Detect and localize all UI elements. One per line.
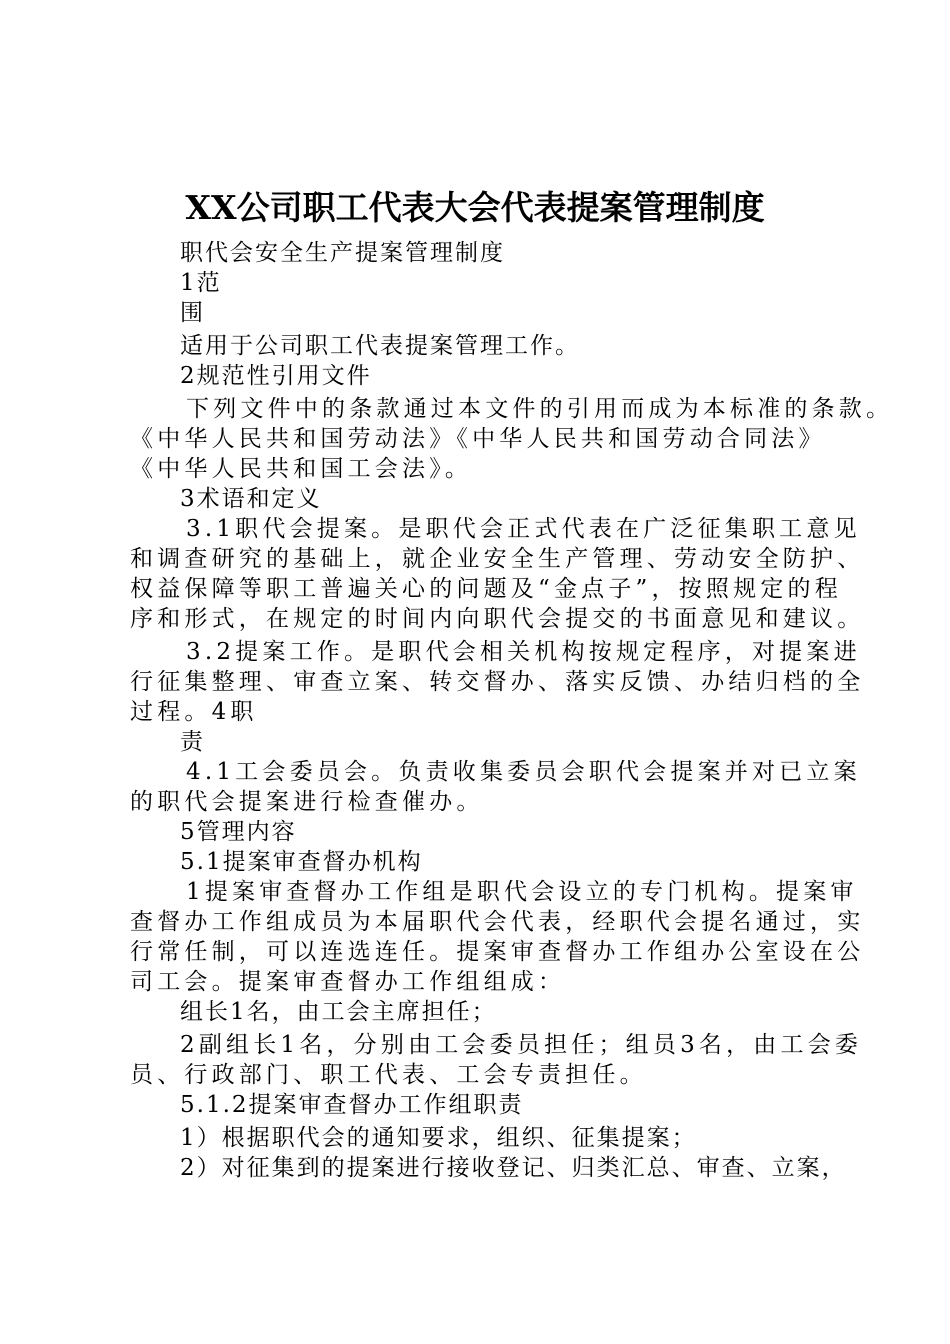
section-heading: 5.1提案审查督办机构 bbox=[180, 849, 423, 875]
paragraph-line: 3.2提案工作。是职代会相关机构按规定程序，对提案进 bbox=[186, 639, 861, 665]
paragraph-line: 下列文件中的条款通过本文件的引用而成为本标准的条款。 bbox=[186, 396, 894, 422]
paragraph-line: 《中华人民共和国工会法》。 bbox=[130, 456, 473, 482]
paragraph-line: 2）对征集到的提案进行接收登记、归类汇总、审查、立案， bbox=[180, 1155, 847, 1181]
section-heading: 责 bbox=[180, 729, 205, 755]
section-heading: 5.1.2提案审查督办工作组职责 bbox=[180, 1092, 524, 1118]
paragraph-line: 和调查研究的基础上，就企业安全生产管理、劳动安全防护、 bbox=[130, 546, 865, 572]
paragraph-line: 行征集整理、审查立案、转交督办、落实反馈、办结归档的全 bbox=[130, 669, 865, 695]
document-title: XX公司职工代表大会代表提案管理制度 bbox=[185, 188, 765, 227]
paragraph-line: 的职代会提案进行检查催办。 bbox=[130, 789, 484, 815]
paragraph-line: 1）根据职代会的通知要求，组织、征集提案； bbox=[180, 1125, 697, 1151]
paragraph-line: 过程。4职 bbox=[130, 699, 258, 725]
paragraph-line: 权益保障等职工普遍关心的问题及“金点子”，按照规定的程 bbox=[130, 576, 842, 602]
paragraph-line: 3.1职代会提案。是职代会正式代表在广泛征集职工意见 bbox=[186, 516, 861, 542]
paragraph-line: 员、行政部门、职工代表、工会专责担任。 bbox=[130, 1062, 647, 1088]
paragraph-line: 1提案审查督办工作组是职代会设立的专门机构。提案审 bbox=[186, 879, 858, 905]
section-heading: 5管理内容 bbox=[180, 819, 297, 845]
paragraph-line: 组长1名，由工会主席担任； bbox=[180, 999, 497, 1025]
section-heading: 2规范性引用文件 bbox=[180, 363, 372, 389]
subtitle-line: 职代会安全生产提案管理制度 bbox=[180, 240, 505, 266]
section-heading: 3术语和定义 bbox=[180, 486, 322, 512]
paragraph-line: 《中华人民共和国劳动法》《中华人民共和国劳动合同法》 bbox=[130, 426, 826, 452]
paragraph-line: 4.1工会委员会。负责收集委员会职代会提案并对已立案 bbox=[186, 759, 861, 785]
section-heading: 围 bbox=[180, 300, 205, 326]
section-heading: 1范 bbox=[180, 270, 222, 296]
paragraph-line: 序和形式，在规定的时间内向职代会提交的书面意见和建议。 bbox=[130, 606, 865, 632]
paragraph-line: 司工会。提案审查督办工作组组成： bbox=[130, 969, 566, 995]
paragraph-line: 行常任制，可以连选连任。提案审查督办工作组办公室设在公 bbox=[130, 939, 865, 965]
paragraph-line: 查督办工作组成员为本届职代会代表，经职代会提名通过，实 bbox=[130, 909, 865, 935]
paragraph-line: 适用于公司职工代表提案管理工作。 bbox=[180, 333, 580, 359]
paragraph-line: 2副组长1名，分别由工会委员担任；组员3名，由工会委 bbox=[180, 1032, 863, 1058]
